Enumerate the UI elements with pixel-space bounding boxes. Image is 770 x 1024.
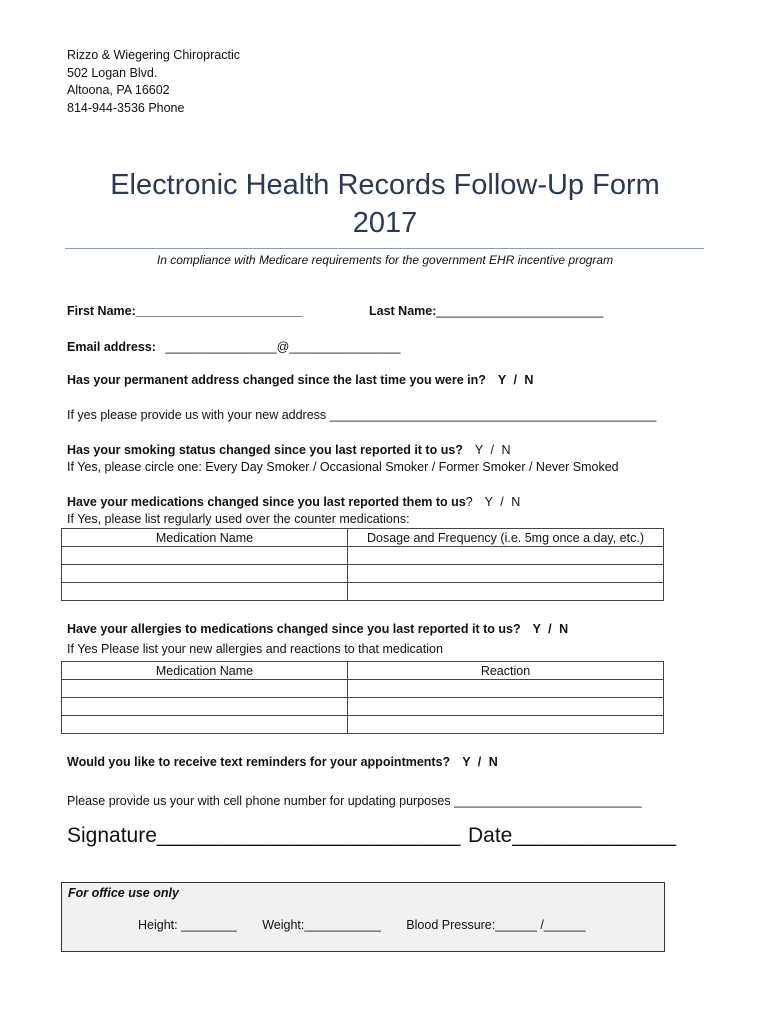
height-field[interactable]: Height: ________ (138, 918, 237, 932)
allergy-col-name: Medication Name (62, 662, 348, 680)
title-rule (65, 248, 704, 249)
med-col-name: Medication Name (62, 529, 348, 547)
address-question-text: Has your permanent address changed since the last time you were in? (67, 373, 486, 387)
text-reminder-yn[interactable]: Y / N (462, 755, 498, 769)
address-yn[interactable]: Y / N (497, 373, 534, 387)
blood-pressure-field[interactable]: Blood Pressure:______ /______ (406, 918, 586, 932)
weight-field[interactable]: Weight:___________ (262, 918, 381, 932)
email-field[interactable] (67, 340, 401, 354)
table-row (62, 565, 664, 583)
table-cell[interactable] (348, 698, 664, 716)
form-title (60, 166, 710, 242)
table-cell[interactable] (348, 583, 664, 601)
table-cell[interactable] (348, 565, 664, 583)
smoking-yn[interactable]: Y / N (474, 443, 511, 457)
table-cell[interactable] (62, 698, 348, 716)
practice-phone: 814-944-3536 Phone (67, 100, 185, 115)
allergies-question (67, 622, 568, 636)
table-row (62, 583, 664, 601)
smoking-question-text: Has your smoking status changed since you last reported it to us? (67, 443, 463, 457)
table-cell[interactable] (348, 680, 664, 698)
text-reminder-question-text: Would you like to receive text reminders for your appointments? (67, 755, 451, 769)
allergies-yn[interactable]: Y / N (532, 622, 569, 636)
table-cell[interactable] (62, 716, 348, 734)
last-name-field[interactable] (369, 304, 603, 318)
office-use-fields (138, 918, 608, 932)
table-row (62, 547, 664, 565)
table-row (62, 680, 664, 698)
medications-instructions: If Yes, please list regularly used over the counter medications: (67, 512, 410, 526)
first-name-field[interactable]: First Name:________________________ (67, 304, 303, 318)
allergies-question-text: Have your allergies to medications changed since you last reported it to us? (67, 622, 521, 636)
text-reminder-question (67, 755, 498, 769)
office-use-title: For office use only (68, 886, 179, 900)
medications-question-mark: ? (465, 495, 473, 509)
table-row (62, 716, 664, 734)
table-cell[interactable] (62, 547, 348, 565)
practice-city: Altoona, PA 16602 (67, 83, 170, 97)
address-question (67, 373, 533, 387)
medications-yn[interactable]: Y / N (484, 495, 521, 509)
allergy-col-reaction: Reaction (348, 662, 664, 680)
office-use-box (61, 882, 665, 952)
medications-table (61, 528, 664, 601)
email-label: Email address: (67, 340, 156, 354)
table-cell[interactable] (348, 547, 664, 565)
compliance-subtitle: In compliance with Medicare requirements for the government EHR incentive program (156, 253, 614, 267)
allergies-table (61, 661, 664, 734)
table-cell[interactable] (62, 680, 348, 698)
table-cell[interactable] (62, 583, 348, 601)
date-line[interactable]: Date______________ (468, 824, 676, 847)
table-cell[interactable] (348, 716, 664, 734)
med-col-dosage: Dosage and Frequency (i.e. 5mg once a day, etc.) (348, 529, 664, 547)
practice-address (67, 47, 240, 117)
medications-question-text: Have your medications changed since you last reported them to us (67, 495, 466, 509)
smoking-options[interactable]: If Yes, please circle one: Every Day Smoker / Occasional Smoker / Former Smoker / Never Smoked (67, 460, 619, 474)
new-address-field[interactable]: If yes please provide us with your new address _______________________________________________ (67, 408, 657, 422)
allergies-instructions: If Yes Please list your new allergies and reactions to that medication (67, 642, 443, 656)
form-title-line1: Electronic Health Records Follow-Up Form (110, 169, 660, 201)
signature-line[interactable]: Signature__________________________ (67, 824, 461, 847)
table-cell[interactable] (62, 565, 348, 583)
practice-street: 502 Logan Blvd. (67, 65, 158, 80)
cell-phone-field[interactable]: Please provide us your with cell phone number for updating purposes ___________________________ (67, 794, 642, 808)
last-name-blank[interactable]: ________________________ (436, 304, 604, 318)
medications-question (67, 495, 520, 509)
last-name-label: Last Name: (369, 304, 437, 318)
form-title-line2: 2017 (352, 207, 418, 239)
table-row (62, 698, 664, 716)
email-blank[interactable]: ________________@________________ (165, 340, 401, 354)
practice-name: Rizzo & Wiegering Chiropractic (67, 48, 240, 62)
smoking-question (67, 443, 510, 457)
